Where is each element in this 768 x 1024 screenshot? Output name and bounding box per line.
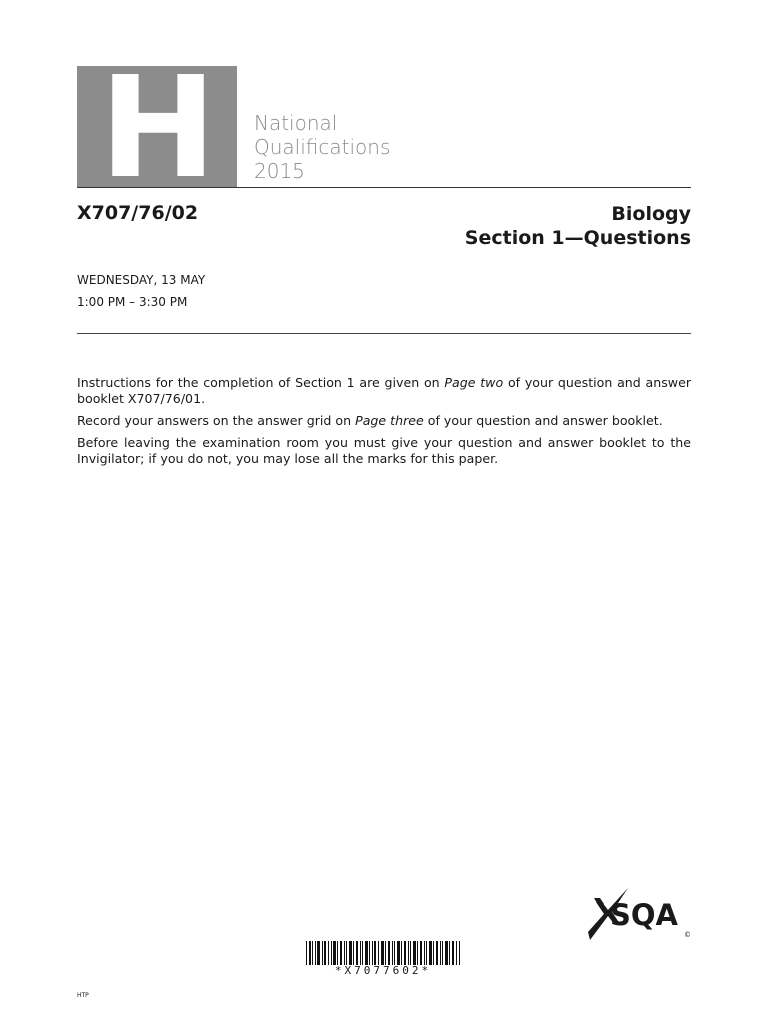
subject-block — [465, 202, 691, 250]
instruction-2-text-a: Record your answers on the answer grid on — [77, 413, 356, 428]
instruction-2 — [77, 413, 691, 429]
paper-code: X707/76/02 — [77, 202, 199, 224]
instruction-1-text-a: Instructions for the completion of Section 1 are given on — [77, 375, 445, 390]
middle-divider — [77, 333, 691, 334]
level-letter: H — [99, 47, 215, 210]
barcode — [306, 941, 460, 965]
national-qualifications-title — [254, 111, 390, 183]
copyright-symbol: © — [684, 931, 691, 939]
programme-line-2: Qualifications — [254, 135, 391, 159]
print-code: HTP — [77, 992, 89, 999]
instruction-1 — [77, 375, 691, 407]
level-block — [77, 47, 237, 210]
programme-year: 2015 — [254, 159, 305, 183]
programme-line-1: National — [254, 111, 338, 135]
instruction-2-text-b: of your question and answer booklet. — [423, 413, 663, 428]
instructions — [77, 375, 691, 473]
instruction-1-emphasis: Page two — [444, 375, 504, 390]
instruction-2-emphasis: Page three — [355, 413, 424, 428]
instruction-1-text-b: of your question and answer booklet X707/76/01. — [77, 375, 691, 406]
top-divider — [77, 187, 691, 188]
exam-time: 1:00 PM – 3:30 PM — [77, 295, 188, 309]
exam-date-time — [77, 269, 205, 313]
exam-date: WEDNESDAY, 13 MAY — [77, 273, 206, 287]
sqa-logo-text: SQA — [610, 898, 678, 932]
instruction-3: Before leaving the examination room you must give your question and answer booklet to the Invigilator; if you do not, you may lose all the marks for this paper. — [77, 435, 691, 466]
barcode-text: *X7077602* — [334, 964, 432, 977]
section-title: Section 1—Questions — [464, 227, 691, 249]
subject-title: Biology — [611, 203, 691, 225]
